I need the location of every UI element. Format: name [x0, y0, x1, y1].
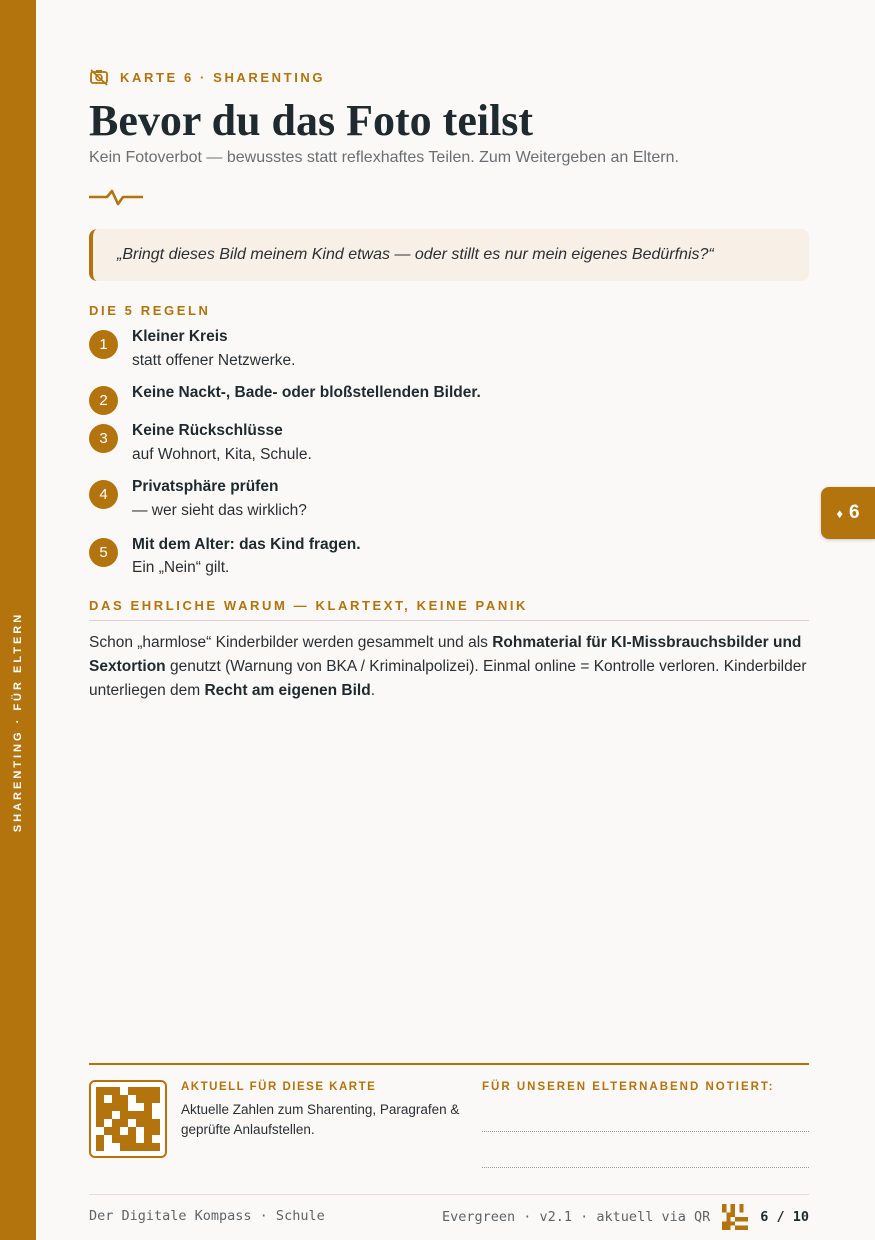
version-info: Evergreen · v2.1 · aktuell via QR: [442, 1209, 711, 1225]
bottom-meta: [442, 1204, 809, 1230]
mini-qr-icon[interactable]: [722, 1204, 748, 1230]
pulse-divider-icon: [89, 186, 143, 208]
qr-description: Aktuelle Zahlen zum Sharenting, Paragrafen & geprüfte Anlaufstellen.: [181, 1102, 460, 1137]
publication-name: Der Digitale Kompass · Schule: [89, 1208, 325, 1224]
rule-description: Ein „Nein“ gilt.: [132, 559, 230, 576]
bottom-divider: [89, 1194, 809, 1195]
rule-number-badge: 5: [89, 538, 118, 567]
diamond-icon: ♦: [836, 505, 844, 521]
page-counter: 6 / 10: [760, 1209, 809, 1225]
page-subtitle: Kein Fotoverbot — bewusstes statt reflexhaftes Teilen. Zum Weitergeben an Eltern.: [89, 149, 679, 166]
qr-code-icon: [96, 1087, 160, 1151]
notes-line[interactable]: [482, 1131, 809, 1132]
rule-title: Keine Rückschlüsse: [132, 422, 283, 439]
rule-description: auf Wohnort, Kita, Schule.: [132, 446, 312, 463]
page-title: Bevor du das Foto teilst: [89, 96, 534, 145]
rule-title: Keine Nackt-, Bade- oder bloßstellenden Bilder.: [132, 384, 481, 401]
rule-number-badge: 3: [89, 424, 118, 453]
qr-label: AKTUELL FÜR DIESE KARTE: [181, 1081, 377, 1093]
rule-number-badge: 4: [89, 480, 118, 509]
qr-code[interactable]: [89, 1080, 167, 1158]
rule-number-badge: 2: [89, 386, 118, 415]
side-strip: [0, 0, 36, 1240]
card-tab-number: 6: [849, 502, 860, 523]
rules-heading: DIE 5 REGELN: [89, 303, 211, 318]
rule-number-badge: 1: [89, 330, 118, 359]
side-strip-label: SHARENTING · FÜR ELTERN: [12, 611, 24, 833]
why-divider: [89, 620, 809, 621]
card-number-tab[interactable]: [821, 487, 875, 539]
quote-text: „Bringt dieses Bild meinem Kind etwas — oder stillt es nur mein eigenes Bedürfnis?“: [117, 246, 714, 263]
rule-title: Privatsphäre prüfen: [132, 478, 279, 495]
notes-line[interactable]: [482, 1167, 809, 1168]
camera-off-icon: [89, 68, 109, 86]
card-kicker: [89, 68, 325, 86]
rule-title: Kleiner Kreis: [132, 328, 228, 345]
why-paragraph: Schon „harmlose“ Kinderbilder werden gesammelt und als Rohmaterial für KI-Missbrauchsbilder und Sextortion genutzt (Warnung von BKA / Kriminalpolizei). Einmal online = Kontrolle verloren. Kinderbilder unterliegen dem Recht am eigenen Bild.: [89, 634, 807, 699]
rule-title: Mit dem Alter: das Kind fragen.: [132, 536, 361, 553]
rule-description: — wer sieht das wirklich?: [132, 502, 307, 519]
kicker-text: KARTE 6 · SHARENTING: [120, 69, 326, 85]
reflection-quote: [89, 229, 809, 281]
why-heading: DAS EHRLICHE WARUM — KLARTEXT, KEINE PANIK: [89, 598, 529, 613]
footer-divider: [89, 1063, 809, 1065]
rule-description: statt offener Netzwerke.: [132, 352, 296, 369]
notes-label: FÜR UNSEREN ELTERNABEND NOTIERT:: [482, 1081, 775, 1093]
